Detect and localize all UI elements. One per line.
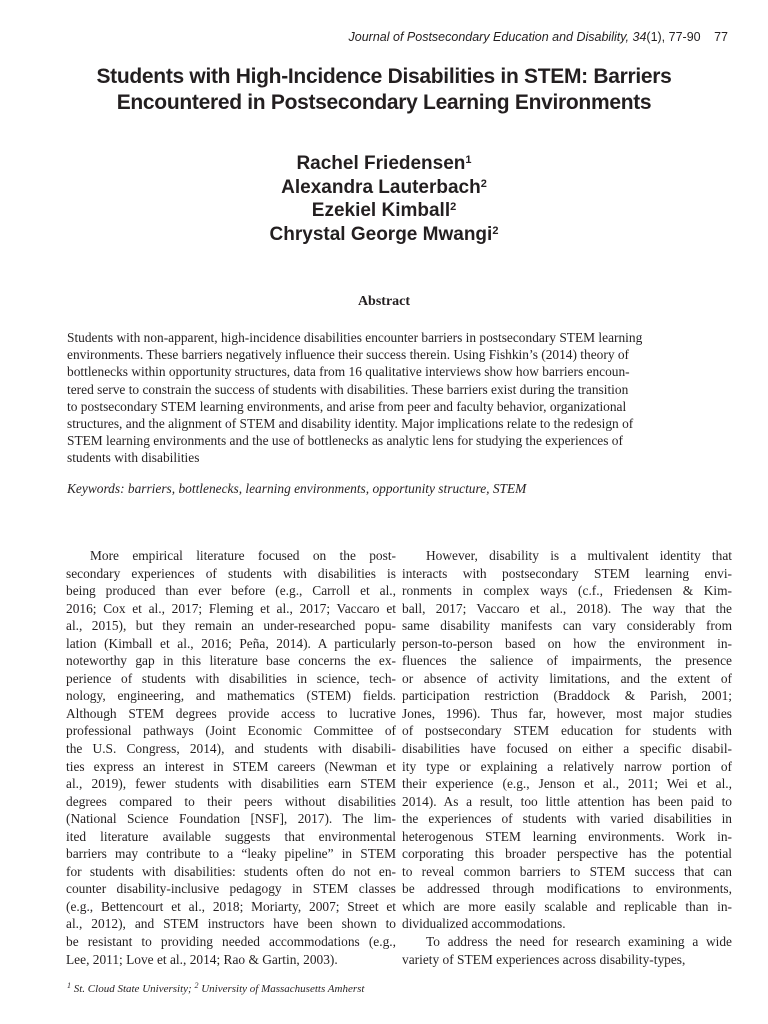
body-text-line: be resistant to providing needed accommodations (e.g., [66,934,396,950]
journal-issue-pages: (1), 77-90 [646,30,701,44]
body-text-line: To address the need for research examining a wide [426,934,732,950]
body-text-line: dividualized accommodations. [402,916,566,932]
article-title [40,64,728,116]
body-text-line: secondary experiences of students with disabilities is [66,565,396,581]
body-column-left [66,547,396,968]
body-text-line: (e.g., Bettencourt et al., 2018; Moriarty, 2007; Street et [66,898,396,914]
title-line: Students with High-Incidence Disabilities in STEM: Barriers [96,65,672,88]
body-text-line: perience of students with disabilities in science, tech- [66,670,396,686]
body-text-line: al., 2019), fewer students with disabilities earn STEM [66,776,396,792]
abstract-line: structures, and the alignment of STEM and disability identity. Major implications relate to the redesign of [67,416,634,432]
author-name: Chrystal George Mwangi [269,223,493,245]
body-text-line: Lee, 2011; Love et al., 2014; Rao & Gartin, 2003). [66,951,338,967]
body-text-line: counter disability-inclusive pedagogy in STEM classes [66,881,396,897]
abstract-line: students with disabilities [67,450,200,466]
body-text-line: or absence of activity limitations, and the extent of [402,670,732,686]
body-text-line: noteworthy gap in this literature base concerns the ex- [66,653,396,669]
body-text-line: However, disability is a multivalent identity that [426,548,732,563]
abstract-line: to postsecondary STEM learning environments, and arise from peer and faculty behavior, organizational [67,398,627,414]
body-text-line: be addressed through modifications to environments, [402,881,732,897]
abstract-line: tered serve to constrain the success of students with disabilities. These barriers exist during the transition [67,381,629,397]
body-text-line: Jones, 1996). Thus far, however, most major studies [402,705,732,721]
page-number: 77 [714,30,728,44]
author [40,176,728,200]
footnote-affiliation: St. Cloud State University; [71,983,195,995]
body-text-line: 2014). As a result, too little attention has been paid to [402,793,732,809]
body-text-line: 2016; Cox et al., 2017; Fleming et al., 2017; Vaccaro et [66,600,396,616]
journal-volume: 34 [632,30,647,44]
footnote-mark: 1 [67,981,71,990]
affiliation-footnote [67,983,364,995]
body-text-line: the U.S. Congress, 2014), and students with disabili- [66,741,396,757]
title-line: Encountered in Postsecondary Learning Environments [116,91,652,114]
footnote-mark: 2 [194,981,199,990]
abstract-line: environments. These barriers negatively influence their success therein. Using Fishkin’s (2014) theory of [67,347,630,363]
abstract-line: Students with non-apparent, high-incidence disabilities encounter barriers in postsecondary STEM learning [67,330,643,345]
body-text-line: nology, engineering, and mathematics (STEM) fields. [66,688,396,704]
body-text-line: variety of STEM experiences across disability-types, [402,951,686,967]
abstract-line: bottlenecks within opportunity structures, data from 16 qualitative interviews show how barriers encoun- [67,364,630,380]
author-affiliation-mark: 2 [492,224,499,237]
body-text-line: of postsecondary STEM education for students with [402,723,732,739]
body-text-line: heterogenous STEM learning environments. Work in- [402,828,732,844]
body-text-line: Although STEM degrees provide access to lucrative [66,705,396,721]
author-affiliation-mark: 2 [450,201,457,213]
body-text-line: disabilities have focused on either a specific disabil- [402,741,732,757]
body-text-line: participation restriction (Braddock & Parish, 2001; [402,688,732,704]
author-affiliation-mark: 1 [465,154,472,166]
body-text-line: the experiences of students with varied disabilities in [402,811,732,827]
author [40,223,728,247]
body-text-line: professional pathways (Joint Economic Committee of [66,723,396,739]
author-name: Alexandra Lauterbach [281,176,481,198]
body-text-line: corporating this broader perspective has the potential [402,846,732,862]
abstract-line: STEM learning environments and the use of bottlenecks as analytic lens for studying the experiences of [67,433,623,449]
body-text-line: ity type or explaining a relatively narrow portion of [402,758,732,774]
body-text-line: fluences the salience of impairments, the presence [402,653,732,669]
body-text-line: interacts with postsecondary STEM learning envi- [402,565,732,581]
keywords: Keywords: barriers, bottlenecks, learning environments, opportunity structure, STEM [67,481,527,496]
running-head [349,30,728,44]
body-text-line: same disability manifests can vary considerably from [402,618,732,634]
body-text-line: being produced than ever before (e.g., Carroll et al., [66,583,396,599]
body-text-line: al., 2015), but they remain an under-researched popu- [66,618,396,634]
abstract-text [67,329,723,467]
body-text-line: ball, 2017; Vaccaro et al., 2018). The way that the [402,600,732,616]
body-text-line: barriers may contribute to a “leaky pipeline” in STEM [66,846,396,862]
body-text-line: ited literature available suggests that environmental [66,828,396,844]
author [40,152,728,176]
abstract-heading: Abstract [357,294,411,309]
journal-name: Journal of Postsecondary Education and Disability, [348,30,630,44]
body-text-line: for students with disabilities: students often do not en- [66,863,396,879]
footnote-affiliation: University of Massachusetts Amherst [198,983,365,995]
author-name: Ezekiel Kimball [311,200,451,221]
author-name: Rachel Friedensen [296,153,466,174]
body-column-right [402,547,732,968]
body-text-line: ties express an interest in STEM careers (Newman et [66,758,396,774]
body-text-line: person-to-person based on how the environment in- [402,635,732,651]
author-affiliation-mark: 2 [480,177,487,190]
author [40,199,728,223]
body-text-line: lation (Kimball et al., 2016; Peña, 2014). A particularly [66,635,396,651]
body-text-line: to reveal common barriers to STEM success that can [402,863,732,879]
body-text-line: degrees compared to their peers without disabilities [66,793,396,809]
body-text-line: ronments in complex ways (c.f., Friedensen & Kim- [402,583,732,599]
body-text-line: al., 2012), and STEM instructors have been shown to [66,916,396,932]
body-text-line: their experience (e.g., Jenson et al., 2011; Wei et al., [402,776,732,792]
author-list [40,152,728,246]
body-text-line: which are more easily scalable and replicable than in- [402,898,732,914]
body-text-line: (National Science Foundation [NSF], 2017). The lim- [66,811,396,827]
body-text-line: More empirical literature focused on the post- [90,548,396,563]
